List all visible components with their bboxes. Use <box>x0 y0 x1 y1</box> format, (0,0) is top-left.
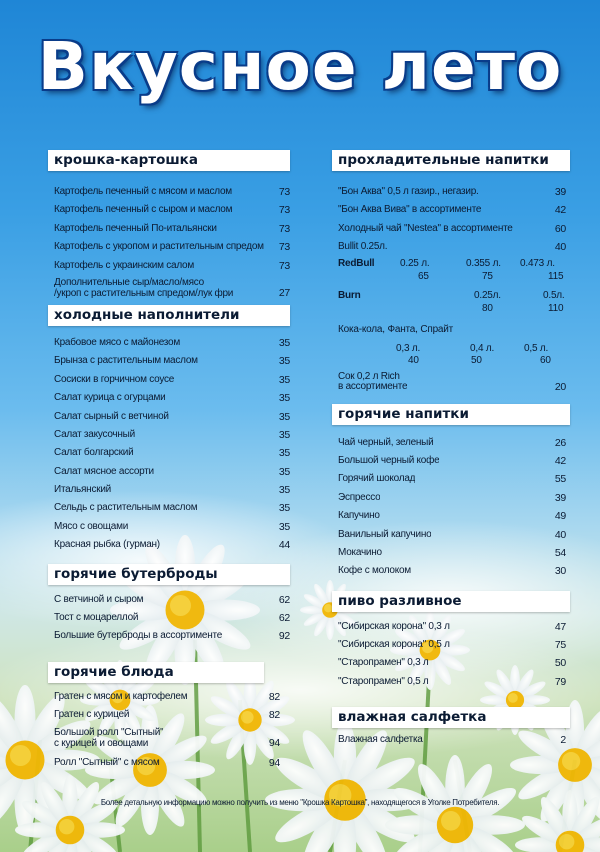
footnote: Более детальную информацию можно получить из меню "Крошка Картошка", находящегося в Уголке Потребителя. <box>100 798 500 807</box>
list-item: Салат курица с огурцами 35 <box>54 392 290 405</box>
cola-name: Кока-кола, Фанта, Спрайт <box>338 323 454 335</box>
left-column <box>54 150 290 646</box>
list-item: Картофель печенный с мясом и маслом 73 <box>54 186 290 198</box>
list-item: Гратен с курицей 82 <box>54 709 280 722</box>
list-item: Дополнительные сыр/масло/мясо /укроп с растительным спредом/лук фри 27 <box>54 276 290 300</box>
section-heading-fillings: холодные наполнители <box>48 305 290 326</box>
list-item: Bullit 0.25л. 40 <box>338 241 566 254</box>
burn-item <box>338 290 566 322</box>
cola-price-2: 50 <box>471 354 482 366</box>
list-item: Картофель печенный По-итальянски 73 <box>54 222 290 235</box>
redbull-price-2: 75 <box>482 270 493 282</box>
hot-drinks-list <box>338 434 566 581</box>
list-item: Капучино 49 <box>338 510 566 523</box>
list-item: Чай черный, зеленый 26 <box>338 436 566 449</box>
list-item: Картофель печенный с сыром и маслом 73 <box>54 204 290 217</box>
section-heading-beer: пиво разливное <box>332 591 570 612</box>
cola-item <box>338 324 566 372</box>
list-item: Большой ролл "Сытный" с курицей и овощами 94 <box>54 726 280 750</box>
beer-list <box>338 618 566 692</box>
kroshka-list <box>54 183 290 304</box>
hot-dishes-list <box>54 688 280 772</box>
burn-name: Burn <box>338 289 361 301</box>
redbull-size-2: 0.355 л. <box>466 257 501 269</box>
list-item: Горячий шоколад 55 <box>338 473 566 486</box>
list-item: Картофель с украинским салом 73 <box>54 259 290 272</box>
cold-drinks-list <box>338 183 566 396</box>
fillings-list <box>54 334 290 555</box>
cola-size-3: 0,5 л. <box>524 342 549 354</box>
list-item: Картофель с укропом и растительным спредом 73 <box>54 241 290 254</box>
redbull-price-3: 115 <box>548 270 564 282</box>
list-item: Брынза с растительным маслом 35 <box>54 355 290 368</box>
burn-size-1: 0.25л. <box>474 289 501 301</box>
list-item: Сельдь с растительным маслом 35 <box>54 502 290 515</box>
redbull-item <box>338 258 566 288</box>
burn-price-2: 110 <box>548 302 564 314</box>
burn-size-2: 0.5л. <box>543 289 565 301</box>
list-item: Эспрессо 39 <box>338 491 566 504</box>
list-item: Ролл "Сытный" с мясом 94 <box>54 756 280 769</box>
section-heading-cold-drinks: прохладительные напитки <box>332 150 570 171</box>
redbull-size-1: 0.25 л. <box>400 257 430 269</box>
section-heading-napkin: влажная салфетка <box>332 707 570 728</box>
list-item: Влажная салфетка 2 <box>338 734 566 747</box>
list-item: Большие бутерброды в ассортименте 92 <box>54 630 290 643</box>
cola-size-1: 0,3 л. <box>396 342 421 354</box>
list-item: Итальянский 35 <box>54 484 290 497</box>
list-item: Крабовое мясо с майонезом 35 <box>54 336 290 349</box>
list-item: Кофе с молоком 30 <box>338 565 566 578</box>
left-column-hot <box>54 662 280 772</box>
sandwiches-list <box>54 591 290 646</box>
list-item: "Старопрамен" 0,3 л 50 <box>338 657 566 670</box>
list-item: Салат мясное ассорти 35 <box>54 465 290 478</box>
list-item: Мокачино 54 <box>338 546 566 559</box>
section-heading-hot-drinks: горячие напитки <box>332 404 570 425</box>
list-item: Сок 0,2 л Rich в ассортименте 20 <box>338 371 566 393</box>
redbull-price-1: 65 <box>418 270 429 282</box>
list-item: "Сибирская корона" 0,3 л 47 <box>338 620 566 633</box>
list-item: Салат закусочный 35 <box>54 428 290 441</box>
cola-price-1: 40 <box>408 354 419 366</box>
napkin-list <box>338 731 566 749</box>
list-item: "Сибирская корона" 0,5 л 75 <box>338 639 566 652</box>
cola-size-2: 0,4 л. <box>470 342 495 354</box>
section-heading-kroshka: крошка-картошка <box>48 150 290 171</box>
list-item: Ванильный капучино 40 <box>338 528 566 541</box>
list-item: Холодный чай "Nestea" в ассортименте 60 <box>338 222 566 235</box>
list-item: "Старопрамен" 0,5 л 79 <box>338 675 566 688</box>
cola-price-3: 60 <box>540 354 551 366</box>
list-item: Мясо с овощами 35 <box>54 520 290 533</box>
redbull-name: RedBull <box>338 257 375 269</box>
right-column <box>338 150 566 750</box>
list-item: С ветчиной и сыром 62 <box>54 593 290 606</box>
section-heading-hot-dishes: горячие блюда <box>48 662 264 683</box>
list-item: "Бон Аква Вива" в ассортименте 42 <box>338 204 566 217</box>
list-item: Большой черный кофе 42 <box>338 454 566 467</box>
burn-price-1: 80 <box>482 302 493 314</box>
list-item: Салат сырный с ветчиной 35 <box>54 410 290 423</box>
list-item: Гратен с мясом и картофелем 82 <box>54 691 280 703</box>
section-heading-sandwiches: горячие бутерброды <box>48 564 290 585</box>
list-item: Красная рыбка (гурман) 44 <box>54 539 290 552</box>
page-title: Вкусное лето <box>37 28 563 105</box>
list-item: Салат болгарский 35 <box>54 447 290 460</box>
list-item: Сосиски в горчичном соусе 35 <box>54 373 290 386</box>
list-item: "Бон Аква" 0,5 л газир., негазир. 39 <box>338 186 566 198</box>
list-item: Тост с моцареллой 62 <box>54 612 290 625</box>
redbull-size-3: 0.473 л. <box>520 257 555 269</box>
